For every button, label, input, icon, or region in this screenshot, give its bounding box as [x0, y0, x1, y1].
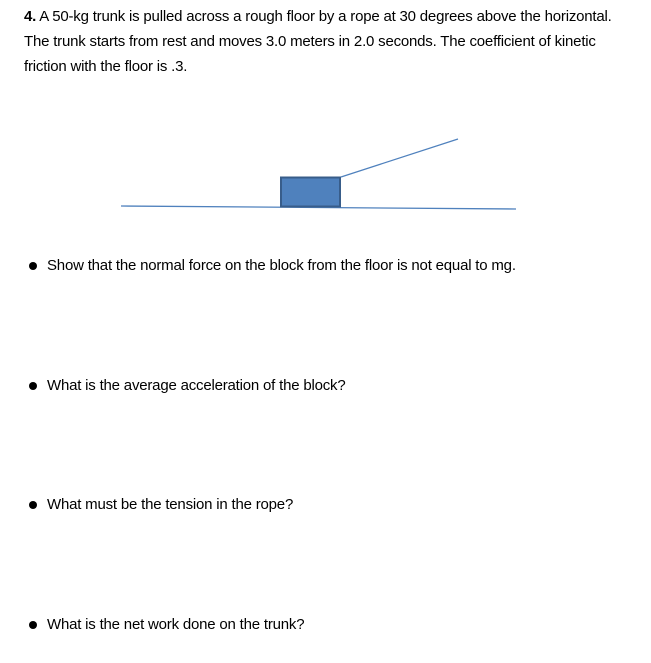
- bullet-icon: [29, 501, 37, 509]
- rope-line: [341, 139, 458, 177]
- bullet-icon: [29, 382, 37, 390]
- problem-number: 4.: [24, 8, 37, 25]
- bullet-icon: [29, 621, 37, 629]
- problem-text: A 50-kg trunk is pulled across a rough floor by a rope at 30 degrees above the horizontal. The trunk starts from rest and moves 3.0 meters in 2.0 seconds. The coefficient of kinetic friction with the floor is .3.: [24, 8, 612, 75]
- trunk-block: [281, 178, 340, 207]
- bullet-icon: [29, 262, 37, 270]
